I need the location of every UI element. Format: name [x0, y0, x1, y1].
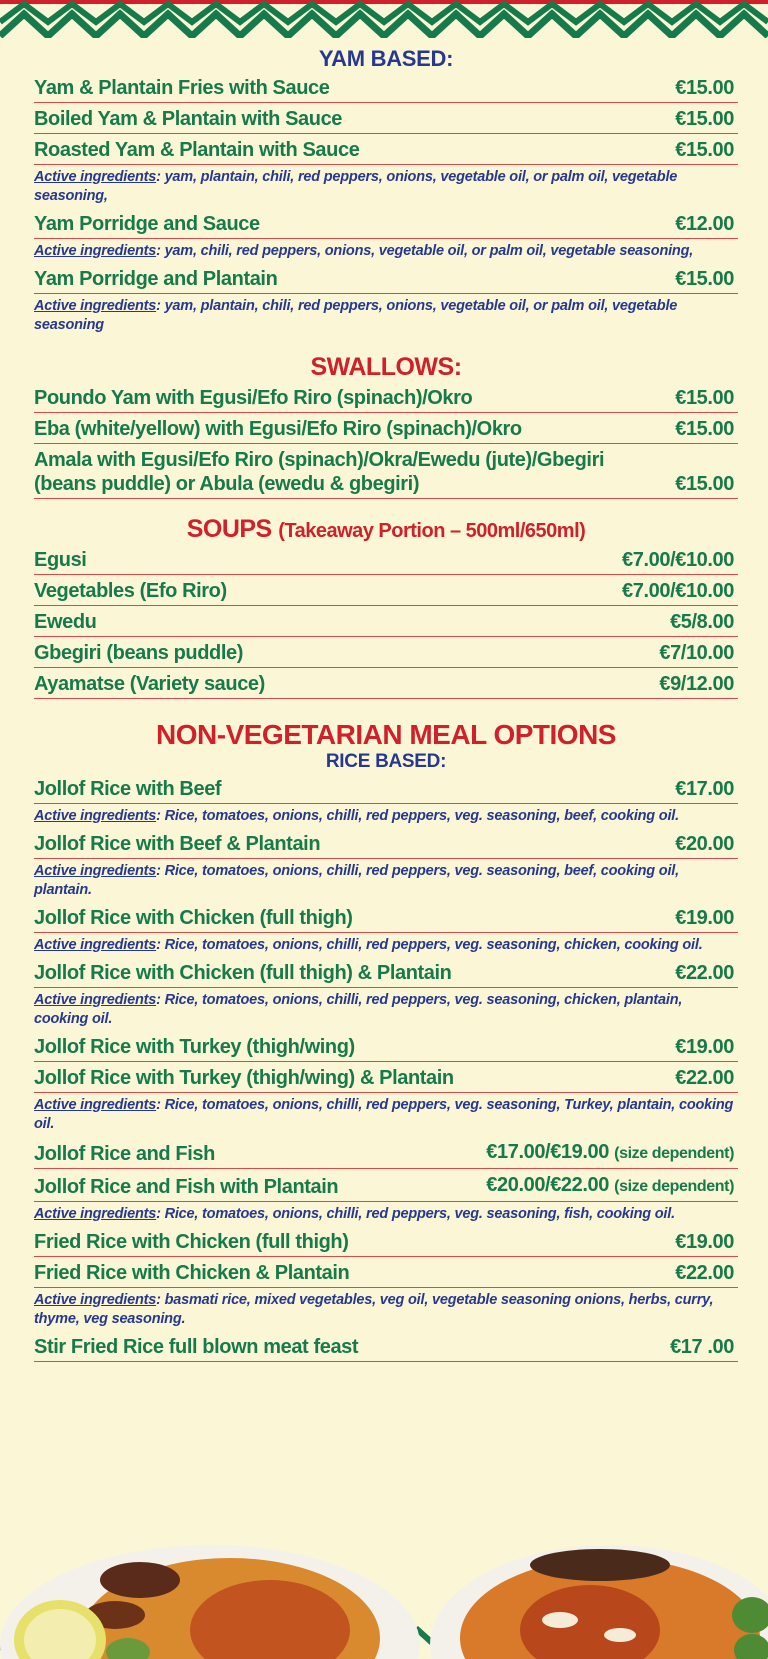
ingredients-label: Active ingredients: [34, 298, 157, 314]
item-name: Egusi: [34, 549, 87, 571]
menu-item: [34, 413, 738, 444]
item-name: Vegetables (Efo Riro): [34, 580, 227, 602]
item-name: Eba (white/yellow) with Egusi/Efo Riro (spinach)/Okro: [34, 418, 522, 440]
ingredients-label: Active ingredients: [34, 937, 157, 953]
ingredients-label: Active ingredients: [34, 169, 157, 185]
menu-item: [34, 606, 738, 637]
menu-item: [34, 902, 738, 933]
ingredients-note: Active ingredients: yam, chili, red peppers, onions, vegetable oil, or palm oil, vegetable seasoning,: [34, 243, 694, 259]
food-photo-footer: [0, 1520, 768, 1659]
ingredients-note: Active ingredients: Rice, tomatoes, onions, chilli, red peppers, veg. seasoning, chicken, cooking oil.: [34, 937, 703, 953]
item-name: Stir Fried Rice full blown meat feast: [34, 1336, 359, 1358]
item-price: €19.00: [675, 1231, 734, 1253]
item-name: Jollof Rice with Beef & Plantain: [34, 833, 321, 855]
menu-item: [34, 1062, 738, 1093]
item-price: €15.00: [675, 473, 734, 495]
size-note: (size dependent): [614, 1145, 734, 1162]
soups-title: SOUPS: [186, 515, 272, 543]
plate-left: [0, 1545, 420, 1659]
item-price: €15.00: [675, 268, 734, 290]
menu-item: [34, 134, 738, 165]
yam-section-title: YAM BASED:: [318, 46, 454, 71]
item-name: Jollof Rice and Fish: [34, 1143, 215, 1165]
swallows-section-title: SWALLOWS:: [310, 353, 462, 381]
menu-item: [34, 637, 738, 668]
item-name: Amala with Egusi/Efo Riro (spinach)/Okra/Ewedu (jute)/Gbegiri (beans puddle) or Abula (ewedu & gbegiri): [34, 449, 605, 495]
item-price: €22.00: [675, 1262, 734, 1284]
item-price: €15.00: [675, 418, 734, 440]
item-price: €22.00: [675, 962, 734, 984]
rice-based-subtitle: RICE BASED:: [325, 751, 447, 772]
nonveg-section-title: NON-VEGETARIAN MEAL OPTIONS: [156, 719, 616, 750]
item-price: €9/12.00: [659, 673, 734, 695]
ingredients-label: Active ingredients: [34, 1292, 157, 1308]
item-name: Fried Rice with Chicken & Plantain: [34, 1262, 350, 1284]
item-price: €17 .00: [670, 1336, 734, 1358]
menu-item: [34, 444, 738, 499]
item-price: €22.00: [675, 1067, 734, 1089]
ingredients-note: Active ingredients: yam, plantain, chili, red peppers, onions, vegetable oil, or palm oil, vegetable seasoning,: [34, 169, 678, 204]
item-price: €15.00: [675, 77, 734, 99]
item-name: Yam Porridge and Sauce: [34, 213, 260, 235]
menu-item: [34, 544, 738, 575]
menu-item: [34, 668, 738, 699]
item-name: Jollof Rice with Chicken (full thigh) & Plantain: [34, 962, 452, 984]
item-price: €15.00: [675, 108, 734, 130]
item-name: Ewedu: [34, 611, 97, 633]
item-name: Roasted Yam & Plantain with Sauce: [34, 139, 360, 161]
item-price: €7.00/€10.00: [622, 549, 734, 571]
item-name: Boiled Yam & Plantain with Sauce: [34, 108, 343, 130]
menu-item: [34, 773, 738, 804]
item-name: Fried Rice with Chicken (full thigh): [34, 1231, 349, 1253]
item-name: Jollof Rice and Fish with Plantain: [34, 1176, 339, 1198]
item-price: €17.00/€19.00 (size dependent): [486, 1141, 734, 1163]
item-price: €20.00/€22.00 (size dependent): [486, 1174, 734, 1196]
item-price: €17.00: [675, 778, 734, 800]
menu-item: [34, 1031, 738, 1062]
item-name: Jollof Rice with Chicken (full thigh): [34, 907, 353, 929]
menu-content: [34, 44, 738, 1362]
item-name: Jollof Rice with Turkey (thigh/wing): [34, 1036, 355, 1058]
soups-section-title: [34, 515, 738, 544]
menu-item: [34, 103, 738, 134]
ingredients-note: Active ingredients: Rice, tomatoes, onions, chilli, red peppers, veg. seasoning, beef, cooking oil.: [34, 808, 679, 824]
item-price: €7/10.00: [659, 642, 734, 664]
item-name: Ayamatse (Variety sauce): [34, 673, 265, 695]
ingredients-note: Active ingredients: basmati rice, mixed vegetables, veg oil, vegetable seasoning onions, herbs, curry, thyme, veg seasoning.: [34, 1292, 714, 1327]
ingredients-label: Active ingredients: [34, 863, 157, 879]
size-note: (size dependent): [614, 1178, 734, 1195]
menu-item: [34, 575, 738, 606]
menu-item: [34, 72, 738, 103]
item-price: €12.00: [675, 213, 734, 235]
top-zigzag-border: [0, 0, 768, 38]
menu-item: [34, 1169, 738, 1202]
menu-item: [34, 263, 738, 294]
ingredients-label: Active ingredients: [34, 808, 157, 824]
item-name: Jollof Rice with Turkey (thigh/wing) & Plantain: [34, 1067, 454, 1089]
ingredients-note: Active ingredients: Rice, tomatoes, onions, chilli, red peppers, veg. seasoning, chicken, plantain, cooking oil.: [34, 992, 683, 1027]
soups-subtitle: (Takeaway Portion – 500ml/650ml): [278, 520, 586, 542]
ingredients-note: Active ingredients: yam, plantain, chili, red peppers, onions, vegetable oil, or palm oil, vegetable seasoning: [34, 298, 678, 333]
menu-item: [34, 1226, 738, 1257]
item-name: Gbegiri (beans puddle): [34, 642, 243, 664]
ingredients-label: Active ingredients: [34, 1097, 157, 1113]
item-name: Yam & Plantain Fries with Sauce: [34, 77, 330, 99]
menu-item: [34, 1331, 738, 1362]
ingredients-label: Active ingredients: [34, 243, 157, 259]
item-price: €19.00: [675, 1036, 734, 1058]
menu-item: [34, 828, 738, 859]
item-name: Yam Porridge and Plantain: [34, 268, 278, 290]
ingredients-label: Active ingredients: [34, 992, 157, 1008]
item-price: €15.00: [675, 139, 734, 161]
ingredients-note: Active ingredients: Rice, tomatoes, onions, chilli, red peppers, veg. seasoning, Turkey, plantain, cooking oil.: [34, 1097, 734, 1132]
menu-item: [34, 957, 738, 988]
item-name: Jollof Rice with Beef: [34, 778, 222, 800]
item-price: €7.00/€10.00: [622, 580, 734, 602]
ingredients-label: Active ingredients: [34, 1206, 157, 1222]
menu-item: [34, 208, 738, 239]
item-price: €20.00: [675, 833, 734, 855]
menu-item: [34, 1257, 738, 1288]
plate-right: [430, 1545, 768, 1659]
menu-item: [34, 382, 738, 413]
ingredients-note: Active ingredients: Rice, tomatoes, onions, chilli, red peppers, veg. seasoning, beef, cooking oil, plantain.: [34, 863, 679, 898]
item-name: Poundo Yam with Egusi/Efo Riro (spinach)/Okro: [34, 387, 473, 409]
item-price: €19.00: [675, 907, 734, 929]
ingredients-note: Active ingredients: Rice, tomatoes, onions, chilli, red peppers, veg. seasoning, fish, cooking oil.: [34, 1206, 675, 1222]
menu-item: [34, 1136, 738, 1169]
item-price: €5/8.00: [670, 611, 734, 633]
item-price: €15.00: [675, 387, 734, 409]
